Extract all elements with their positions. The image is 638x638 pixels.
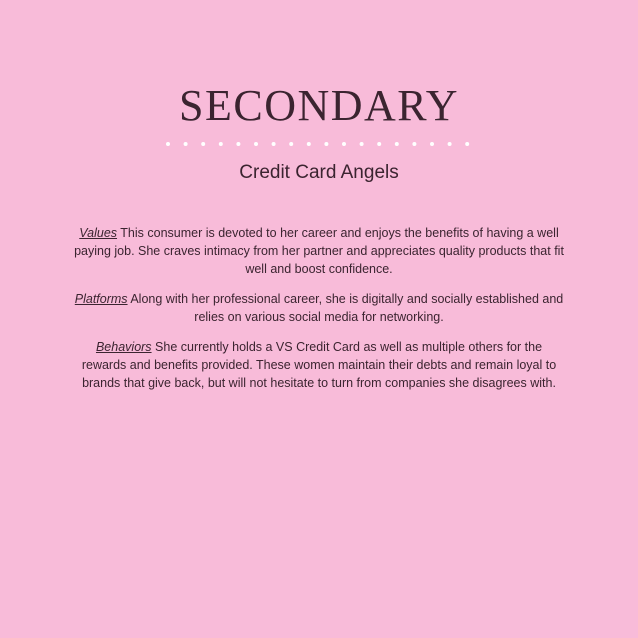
divider-dot (360, 142, 364, 146)
platforms-paragraph (74, 290, 564, 326)
divider-dot (412, 142, 416, 146)
divider-dot (166, 142, 170, 146)
divider-dot (465, 142, 469, 146)
divider-dot (289, 142, 293, 146)
behaviors-label: Behaviors (95, 340, 152, 354)
slide-subtitle: Credit Card Angels (239, 162, 399, 183)
divider-dot (448, 142, 452, 146)
behaviors-text: She currently holds a VS Credit Card as well as multiple others for the rewards and benefits provided. These women maintain their debts and remain loyal to brands that give back, but will not hesitate to turn from companies she disagrees with. (81, 340, 557, 390)
values-paragraph (74, 224, 564, 278)
divider-dot (236, 142, 240, 146)
divider-dot (184, 142, 188, 146)
platforms-text: Along with her professional career, she is digitally and socially established and relies on various social media for networking. (127, 292, 564, 324)
divider-dot (430, 142, 434, 146)
divider-dot (395, 142, 399, 146)
divider-dot (254, 142, 258, 146)
divider-dot (307, 142, 311, 146)
values-text: This consumer is devoted to her career and enjoys the benefits of having a well paying job. She craves intimacy from her partner and appreciates quality products that fit well and boost confidence. (74, 226, 564, 276)
dotted-divider (164, 140, 472, 148)
divider-dot (201, 142, 205, 146)
divider-dot (324, 142, 328, 146)
platforms-label: Platforms (74, 292, 128, 306)
values-label: Values (79, 226, 118, 240)
divider-dot (342, 142, 346, 146)
divider-dot (272, 142, 276, 146)
divider-dot (219, 142, 223, 146)
behaviors-paragraph (74, 338, 564, 392)
slide-heading: SECONDARY (179, 81, 459, 130)
divider-dot (377, 142, 381, 146)
